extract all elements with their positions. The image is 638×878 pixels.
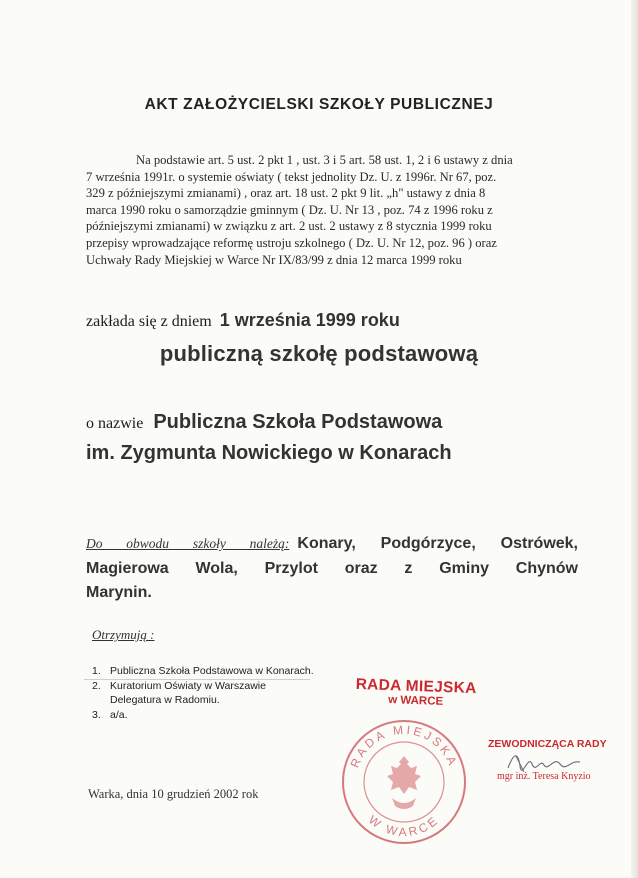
receiver-number: 2. bbox=[92, 679, 101, 692]
receiver-text: Kuratorium Oświaty w Warszawie bbox=[110, 679, 266, 692]
chair-title: ZEWODNICZĄCA RADY bbox=[488, 738, 607, 750]
legal-basis-line: późniejszymi zmianami) w związku z art. 2 ust. 2 ustawy z 8 stycznia 1999 roku bbox=[86, 219, 492, 234]
name-prefix: o nazwie bbox=[86, 415, 144, 432]
school-name-line1-row bbox=[86, 411, 442, 434]
council-stamp bbox=[346, 676, 487, 710]
scan-edge bbox=[631, 0, 638, 878]
receiver-number: 1. bbox=[92, 665, 101, 677]
seal-text-bottom: W WARCE bbox=[365, 812, 442, 840]
chair-name: mgr inż. Teresa Knyzio bbox=[497, 771, 591, 782]
place-and-date: Warka, dnia 10 grudzień 2002 rok bbox=[88, 787, 259, 801]
founding-statement bbox=[86, 310, 400, 331]
legal-basis-line: Na podstawie art. 5 ust. 2 pkt 1 , ust. 3 i 5 art. 58 ust. 1, 2 i 6 ustawy z dnia bbox=[136, 153, 513, 167]
school-type: publiczną szkołę podstawową bbox=[159, 341, 479, 366]
receiver-text: Delegatura w Radomiu. bbox=[110, 694, 220, 706]
receiver-item bbox=[92, 679, 314, 694]
district-section bbox=[86, 532, 578, 606]
seal-text-top: RADA MIEJSKA bbox=[347, 722, 461, 770]
district-line bbox=[86, 532, 578, 557]
district-line: Marynin. bbox=[86, 584, 152, 601]
district-localities: Konary, Podgórzyce, Ostrówek, bbox=[297, 535, 578, 552]
school-name-line2: im. Zygmunta Nowickiego w Konarach bbox=[86, 442, 452, 464]
receivers-divider bbox=[84, 679, 310, 680]
district-line: Magierowa Wola, Przylot oraz z Gminy Chynów bbox=[86, 559, 578, 577]
legal-basis-line: przepisy wprowadzające reformę ustroju szkolnego ( Dz. U. Nr 12, poz. 96 ) oraz bbox=[86, 235, 497, 250]
founding-prefix: zakłada się z dniem bbox=[86, 313, 212, 330]
council-stamp-line1: RADA MIEJSKA bbox=[355, 675, 477, 698]
receiver-item bbox=[92, 664, 314, 679]
school-name-line1: Publiczna Szkoła Podstawowa bbox=[153, 411, 443, 433]
receiver-text: a/a. bbox=[110, 708, 128, 721]
founding-date: 1 września 1999 roku bbox=[219, 310, 400, 330]
official-seal-icon bbox=[338, 716, 470, 848]
receiver-text: Publiczna Szkoła Podstawowa w Konarach. bbox=[110, 665, 314, 677]
legal-basis-line: 7 września 1991r. o systemie oświaty ( tekst jednolity Dz. U. z 1996r. Nr 67, poz. bbox=[86, 169, 497, 184]
document-title: AKT ZAŁOŻYCIELSKI SZKOŁY PUBLICZNEJ bbox=[144, 96, 494, 113]
legal-basis-paragraph bbox=[86, 152, 586, 268]
legal-basis-line: 329 z późniejszymi zmianami) , oraz art. 18 ust. 2 pkt 9 lit. „h" ustawy z dnia 8 bbox=[86, 186, 486, 201]
receiver-item bbox=[92, 708, 314, 723]
council-stamp-line2: w WARCE bbox=[388, 694, 444, 708]
legal-basis-line: marca 1990 roku o samorządzie gminnym ( Dz. U. Nr 13 , poz. 74 z 1996 roku z bbox=[86, 202, 493, 217]
receiver-number: 3. bbox=[92, 708, 101, 721]
receiver-item-continuation bbox=[92, 693, 314, 708]
receivers-label: Otrzymują : bbox=[92, 627, 155, 642]
receivers-list bbox=[92, 664, 314, 722]
district-label: Do obwodu szkoły należą: bbox=[86, 536, 290, 551]
legal-basis-line: Uchwały Rady Miejskiej w Warce Nr IX/83/99 z dnia 12 marca 1999 roku bbox=[86, 252, 462, 267]
